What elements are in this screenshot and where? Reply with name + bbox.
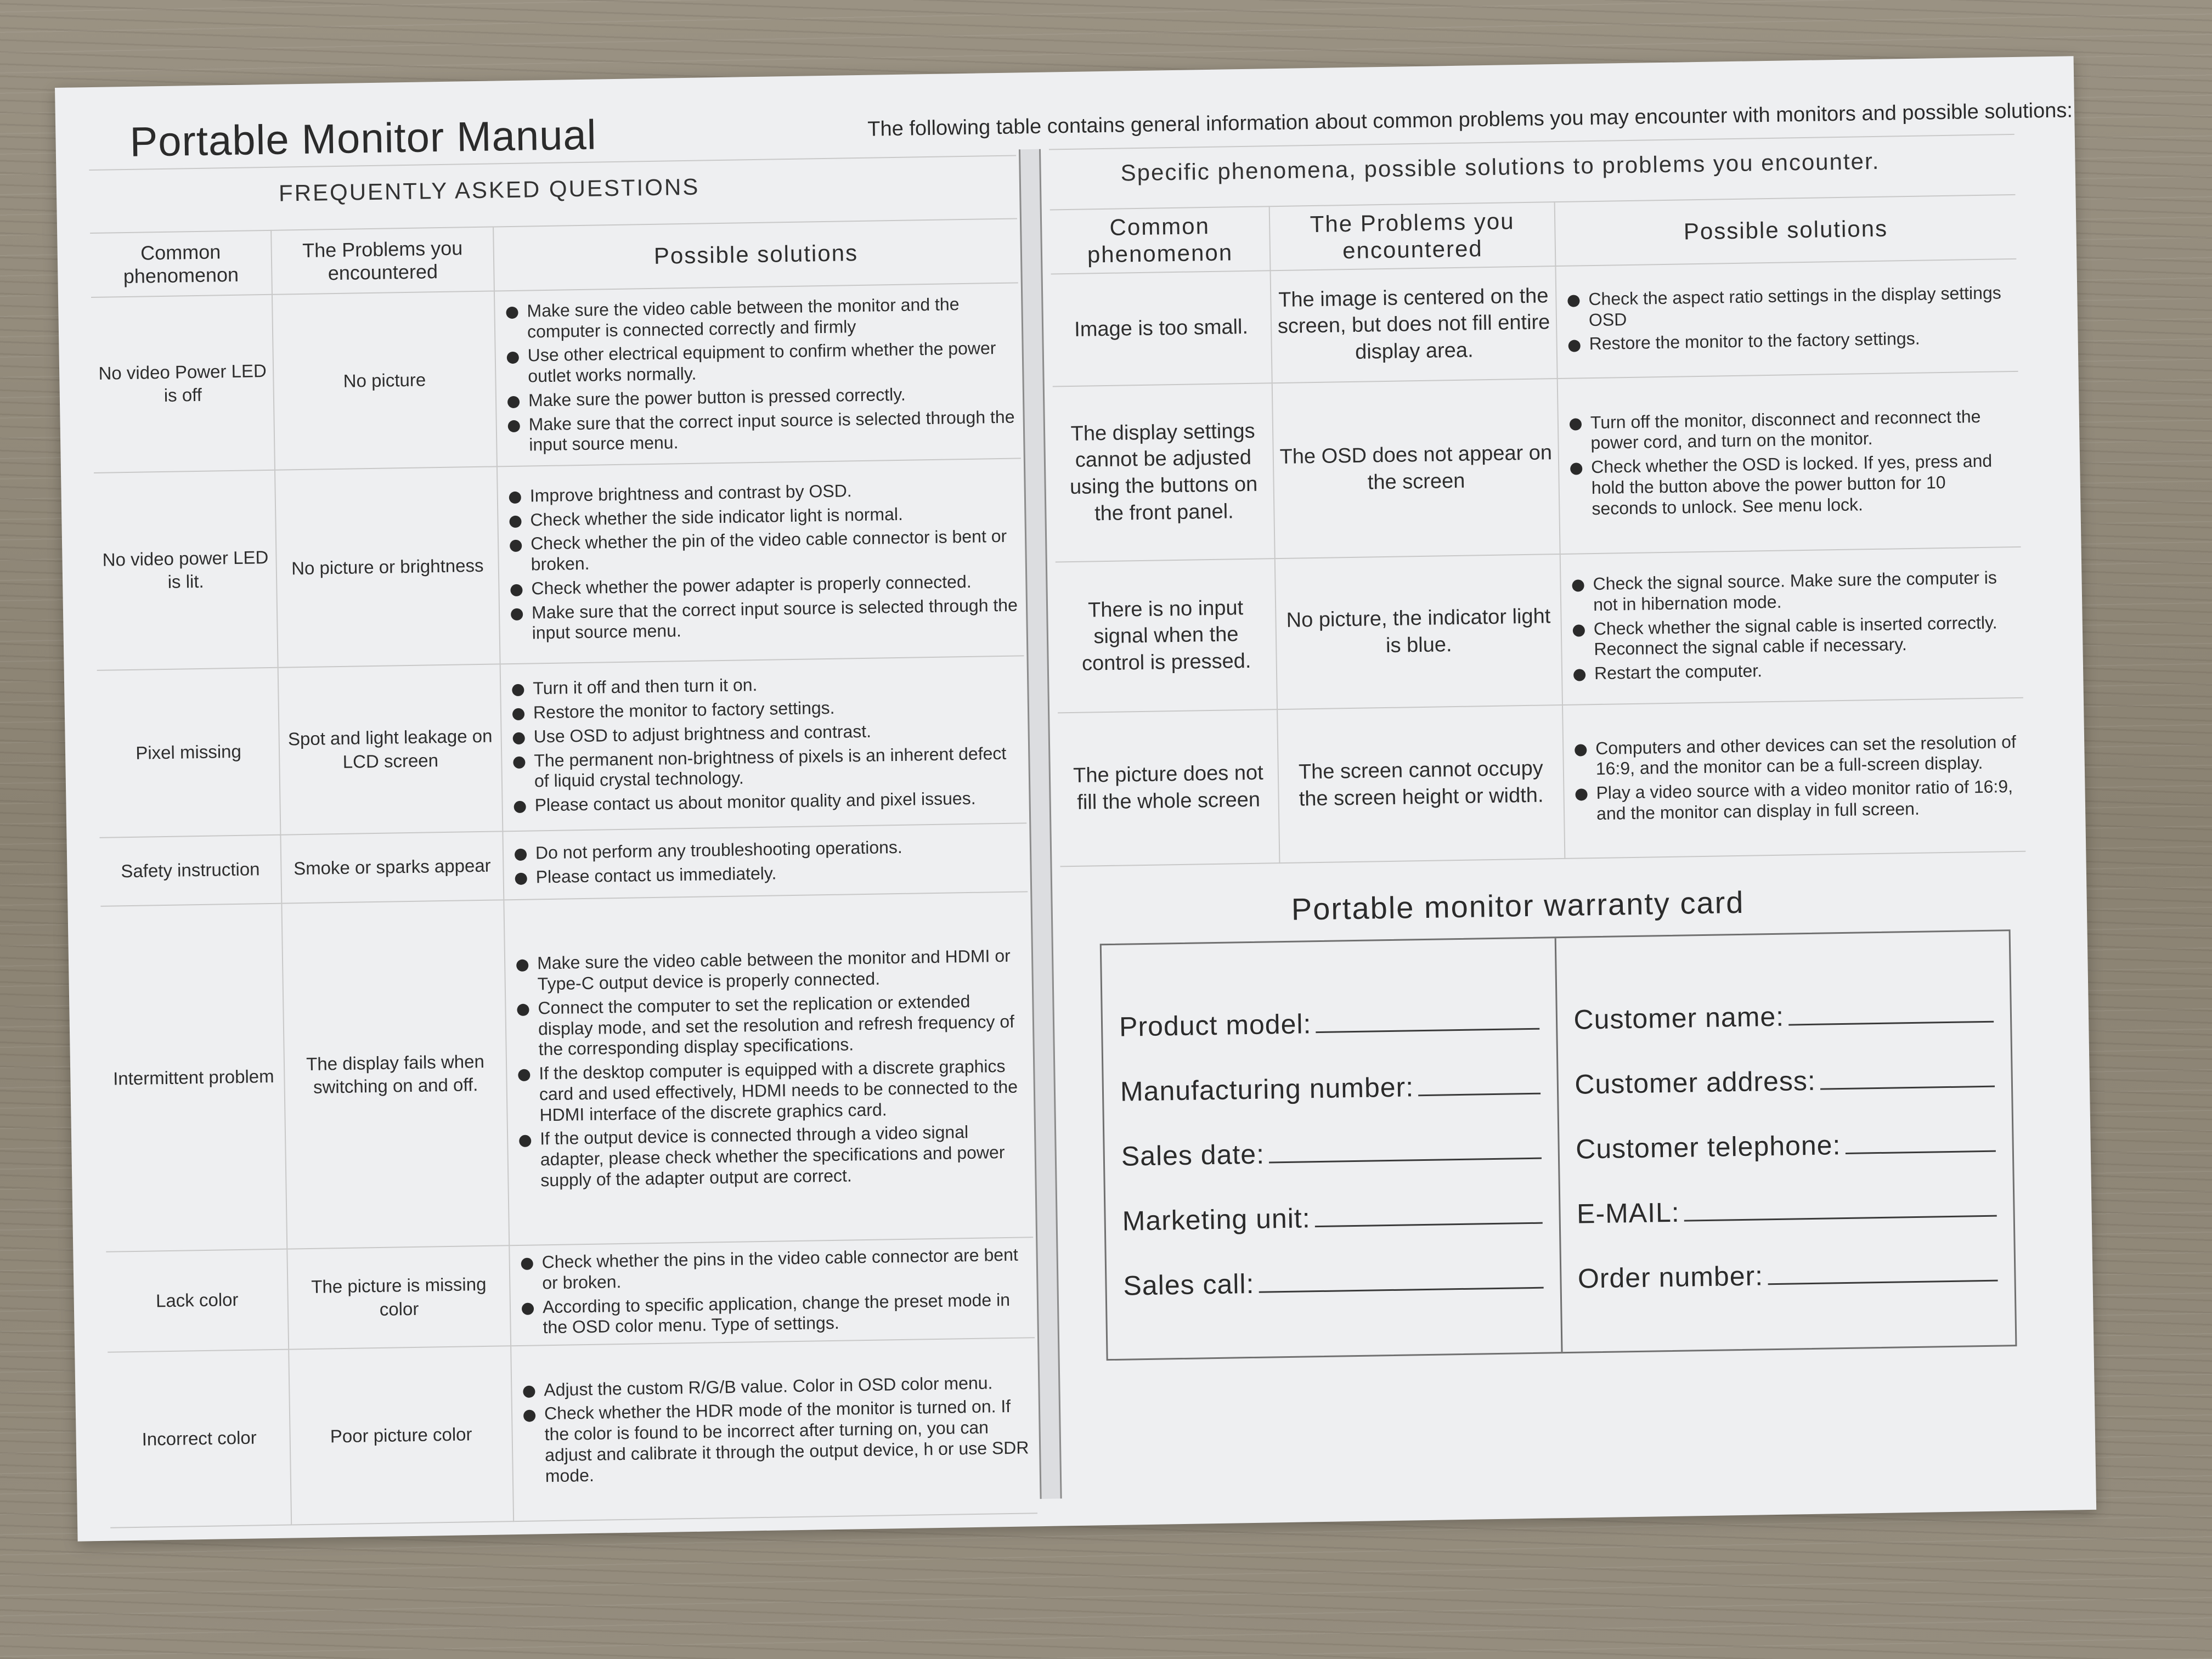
field-label: Customer telephone:	[1575, 1130, 1841, 1165]
table-row	[1051, 259, 2018, 387]
field-label: Manufacturing number:	[1120, 1071, 1414, 1107]
specific-title: Specific phenomena, possible solutions to problems you encounter.	[1120, 148, 1880, 186]
solution-item: Use other electrical equipment to confirm whether the power outlet works normally.	[506, 338, 1014, 387]
solution-item: Play a video source with a video monitor ratio of 16:9, and the monitor can display in full screen.	[1575, 776, 2019, 825]
problem-cell: The picture is missing color	[287, 1245, 511, 1349]
problem-cell: No picture	[272, 291, 497, 470]
field-label: E-MAIL:	[1576, 1197, 1680, 1229]
blank-line	[1259, 1287, 1544, 1293]
solution-item: Restore the monitor to the factory settings.	[1568, 327, 2012, 354]
field-label: Customer name:	[1573, 1001, 1785, 1035]
solution-item: Connect the computer to set the replication or extended display mode, and set the resolution and refresh frequency of the corresponding display specifications.	[517, 990, 1025, 1060]
blank-line	[1846, 1150, 1996, 1154]
solutions-cell	[1558, 371, 2021, 554]
solutions-cell	[494, 283, 1021, 466]
solution-item: Make sure the video cable between the monitor and HDMI or Type-C output device is properly connected.	[516, 946, 1024, 995]
specific-col-problems: The Problems you encountered	[1269, 202, 1556, 270]
solution-item: Please contact us immediately.	[515, 859, 1022, 888]
blank-line	[1418, 1093, 1540, 1096]
faq-col-solutions: Possible solutions	[493, 218, 1018, 291]
warranty-field	[1121, 1166, 1542, 1237]
field-label: Sales date:	[1121, 1138, 1265, 1172]
solution-item: According to specific application, change the preset mode in the OSD color menu. Type of settings.	[522, 1289, 1029, 1339]
solution-item: Please contact us about monitor quality and pixel issues.	[514, 788, 1020, 816]
solution-item: Check the signal source. Make sure the computer is not in hibernation mode.	[1572, 567, 2016, 616]
solutions-cell	[497, 458, 1024, 664]
solution-item: The permanent non-brightness of pixels is an inherent defect of liquid crystal technology.	[513, 743, 1020, 792]
faq-col-problems: The Problems you encountered	[271, 227, 494, 294]
specific-col-phenomenon: Common phenomenon	[1050, 206, 1271, 274]
problem-cell: Spot and light leakage on LCD screen	[278, 664, 503, 834]
solution-item: Check whether the pin of the video cable connector is bent or broken.	[510, 526, 1017, 575]
solution-item: Turn it off and then turn it on.	[512, 671, 1019, 699]
problem-cell: The display fails when switching on and off.	[281, 900, 509, 1249]
warranty-left-column	[1102, 938, 1562, 1359]
field-label: Order number:	[1577, 1260, 1764, 1294]
problem-cell: The image is centered on the screen, but does not fill entire display area.	[1271, 266, 1558, 383]
field-label: Marketing unit:	[1122, 1203, 1311, 1237]
phenomenon-cell: Image is too small.	[1051, 270, 1272, 386]
warranty-title: Portable monitor warranty card	[1291, 884, 1745, 927]
warranty-field	[1122, 1231, 1543, 1302]
field-label: Product model:	[1119, 1008, 1312, 1042]
solution-item: Make sure the power button is pressed correctly.	[507, 382, 1014, 411]
phenomenon-cell: The picture does not fill the whole screen	[1058, 709, 1279, 866]
warranty-field	[1576, 1159, 1997, 1230]
solution-item: Turn off the monitor, disconnect and reconnect the power cord, and turn on the monitor.	[1570, 406, 2014, 454]
problem-cell: No picture, the indicator light is blue.	[1275, 554, 1562, 709]
solutions-cell	[1560, 547, 2023, 705]
specific-col-solutions: Possible solutions	[1555, 195, 2017, 266]
table-row	[94, 458, 1024, 670]
problem-cell: The OSD does not appear on the screen	[1272, 379, 1560, 558]
warranty-field	[1119, 972, 1539, 1043]
solution-item: Restart the computer.	[1573, 657, 2017, 684]
table-row	[1053, 371, 2021, 562]
blank-line	[1768, 1280, 1997, 1285]
blank-line	[1269, 1158, 1541, 1164]
solution-item: Make sure the video cable between the monitor and the computer is connected correctly and firmly	[506, 293, 1013, 342]
table-row	[97, 656, 1027, 838]
phenomenon-cell: There is no input signal when the control is pressed.	[1056, 558, 1277, 713]
solutions-cell	[509, 1237, 1035, 1346]
warranty-field	[1120, 1101, 1541, 1172]
blank-line	[1820, 1086, 1995, 1090]
table-row	[1056, 547, 2023, 713]
manual-title: Portable Monitor Manual	[129, 111, 597, 166]
phenomenon-cell: Intermittent problem	[100, 904, 287, 1252]
solution-item: Check whether the HDR mode of the monitor is turned on. If the color is found to be incorrect after turning on, you can adjust and calibrate it through the output device, h or use SDR mode.	[523, 1396, 1031, 1487]
warranty-field	[1573, 964, 1994, 1036]
solution-item: Check whether the side indicator light is normal.	[509, 502, 1016, 531]
solution-item: Check whether the OSD is locked. If yes, press and hold the button above the power button for 10 seconds to unlock. See menu lock.	[1570, 450, 2015, 520]
warranty-right-column	[1556, 931, 2015, 1352]
table-row	[100, 891, 1033, 1251]
faq-col-phenomenon: Common phenomenon	[90, 230, 272, 297]
solutions-cell	[500, 656, 1027, 831]
warranty-card	[1100, 929, 2017, 1361]
solution-item: Check the aspect ratio settings in the display settings OSD	[1567, 283, 2012, 331]
phenomenon-cell: Pixel missing	[97, 668, 281, 838]
blank-line	[1316, 1028, 1539, 1033]
warranty-field	[1575, 1094, 1996, 1165]
phenomenon-cell: Incorrect color	[108, 1350, 291, 1528]
solutions-cell	[1562, 698, 2025, 859]
solution-item: Restore the monitor to factory settings.	[512, 695, 1019, 724]
phenomenon-cell: Safety instruction	[99, 835, 281, 906]
warranty-field	[1120, 1036, 1541, 1108]
problem-cell: No picture or brightness	[275, 466, 500, 667]
faq-table	[90, 218, 1037, 1528]
solution-item: Check whether the pins in the video cable connector are bent or broken.	[521, 1244, 1028, 1294]
problem-cell: Poor picture color	[289, 1346, 514, 1525]
faq-title: FREQUENTLY ASKED QUESTIONS	[278, 173, 700, 206]
solution-item: Do not perform any troubleshooting operations.	[515, 835, 1022, 864]
field-label: Customer address:	[1574, 1065, 1816, 1100]
phenomenon-cell: No video Power LED is off	[91, 295, 275, 473]
intro-text: The following table contains general information about common problems you may encounter with monitors and possible solutions:	[867, 99, 2073, 141]
solution-item: If the output device is connected through a video signal adapter, please check whether the specifications and power supply of the adapter output are correct.	[519, 1121, 1027, 1192]
table-row	[1058, 698, 2025, 867]
solution-item: Make sure that the correct input source is selected through the input source menu.	[511, 595, 1018, 644]
blank-line	[1315, 1222, 1543, 1228]
specific-table	[1050, 194, 2026, 867]
solution-item: Computers and other devices can set the resolution of 16:9, and the monitor can be a full-screen display.	[1575, 731, 2019, 780]
solution-item: Check whether the power adapter is properly connected.	[510, 571, 1017, 599]
warranty-field	[1574, 1029, 1995, 1101]
warranty-field	[1577, 1223, 1998, 1295]
problem-cell: Smoke or sparks appear	[280, 831, 504, 903]
solutions-cell	[511, 1338, 1037, 1521]
solutions-cell	[504, 891, 1033, 1245]
problem-cell: The screen cannot occupy the screen height or width.	[1277, 705, 1565, 863]
field-label: Sales call:	[1123, 1268, 1255, 1301]
solution-item: Improve brightness and contrast by OSD.	[509, 478, 1016, 506]
solution-item: Make sure that the correct input source is selected through the input source menu.	[507, 407, 1015, 456]
phenomenon-cell: No video power LED is lit.	[94, 470, 278, 670]
blank-line	[1788, 1021, 1994, 1026]
table-row	[106, 1237, 1035, 1352]
phenomenon-cell: Lack color	[106, 1249, 289, 1352]
phenomenon-cell: The display settings cannot be adjusted using the buttons on the front panel.	[1053, 383, 1275, 562]
solutions-cell	[1555, 259, 2018, 379]
blank-line	[1684, 1215, 1997, 1222]
solution-item: If the desktop computer is equipped with a discrete graphics card and used effectively, HDMI needs to be connected to the HDMI interface of the discrete graphics card.	[518, 1056, 1026, 1126]
table-row	[108, 1338, 1037, 1528]
solutions-cell	[503, 823, 1028, 900]
solution-item: Adjust the custom R/G/B value. Color in OSD color menu.	[523, 1372, 1030, 1401]
solution-item: Check whether the signal cable is inserted correctly. Reconnect the signal cable if necessary.	[1573, 612, 2017, 661]
manual-sheet	[55, 56, 2096, 1541]
table-row	[91, 283, 1021, 473]
solution-item: Use OSD to adjust brightness and contrast.	[512, 719, 1019, 747]
